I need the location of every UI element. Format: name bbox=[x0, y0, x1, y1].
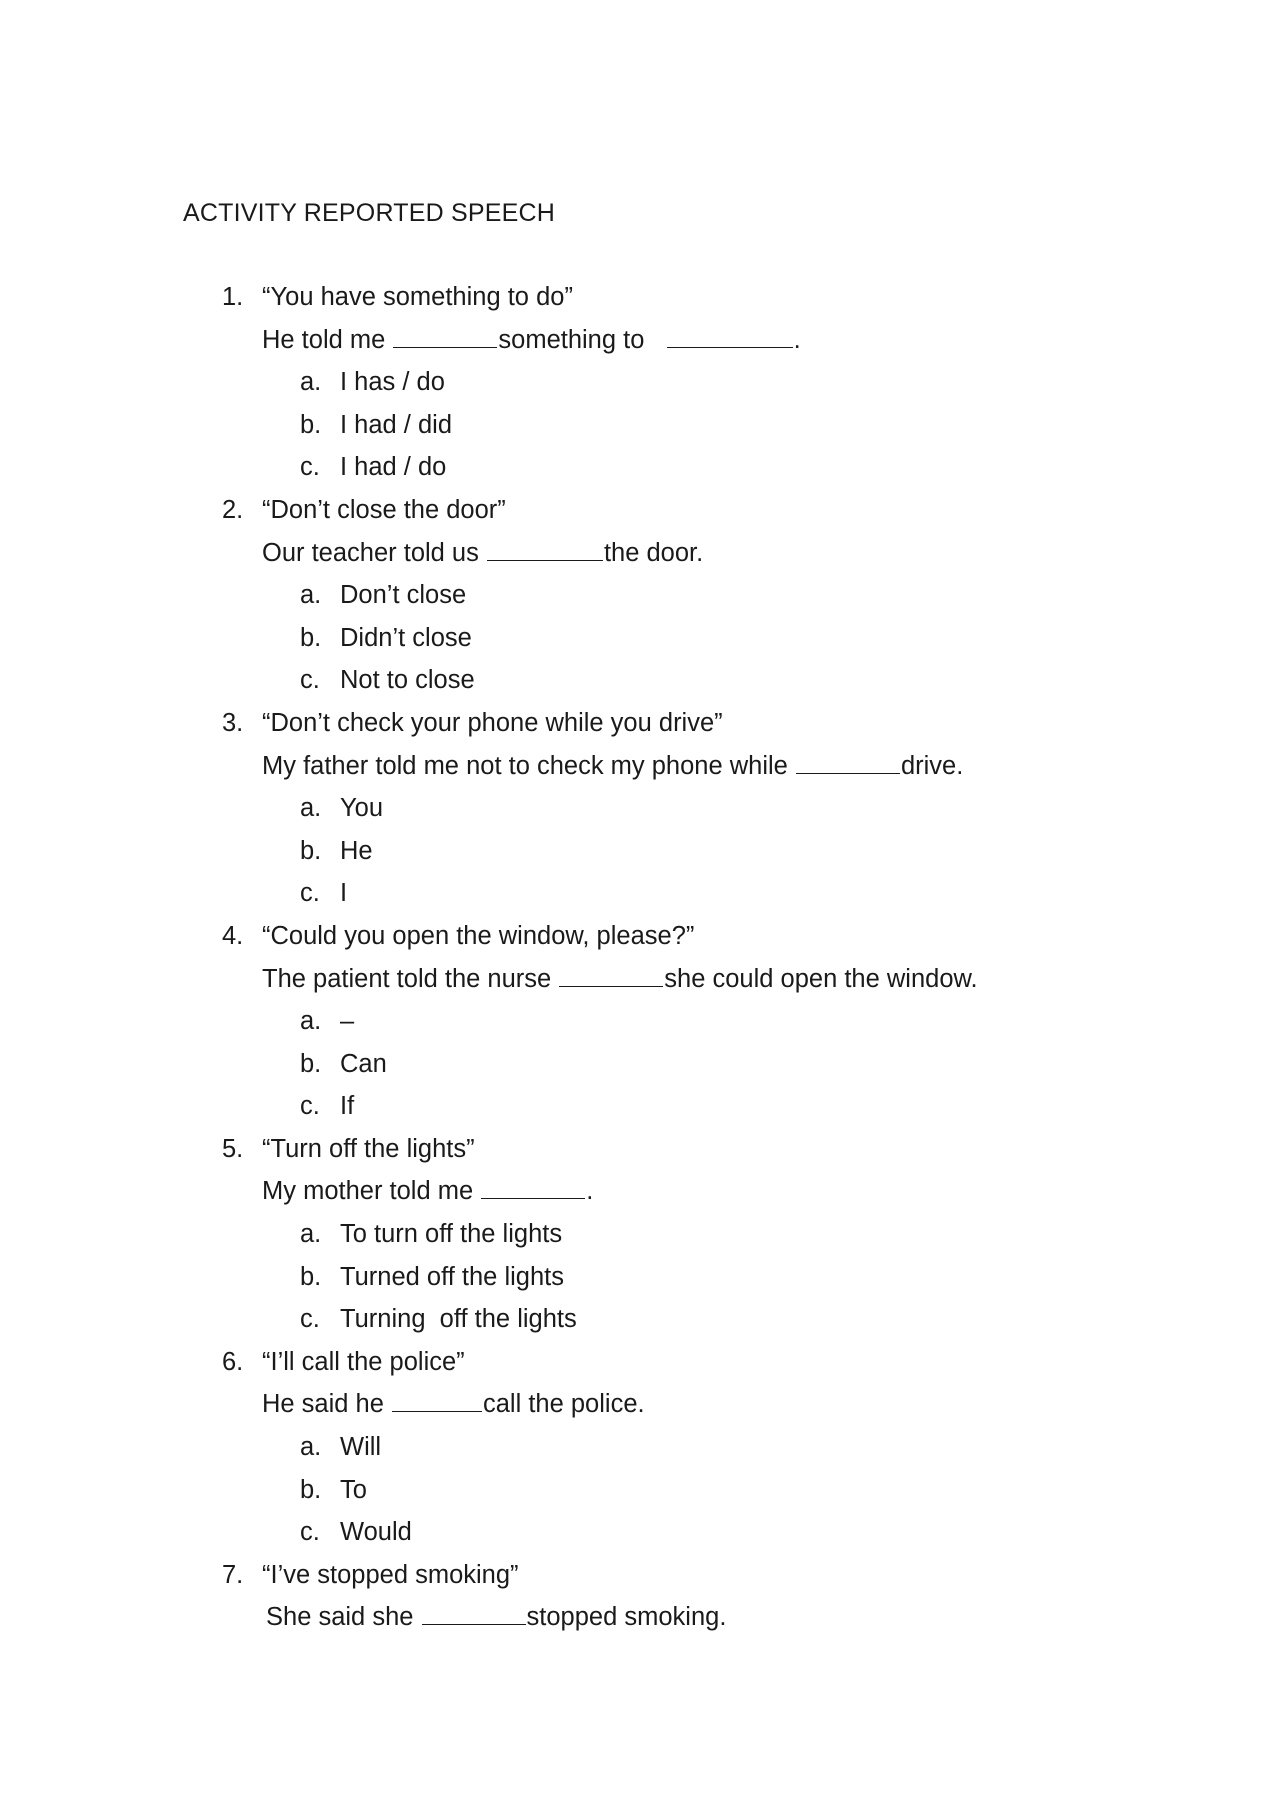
option-text: Not to close bbox=[340, 666, 475, 695]
question-quote: “Don’t check your phone while you drive” bbox=[262, 708, 723, 737]
question-quote: “Turn off the lights” bbox=[262, 1134, 475, 1163]
option-item bbox=[0, 1298, 1280, 1341]
option-text: Turning off the lights bbox=[340, 1305, 577, 1334]
option-letter: a. bbox=[300, 581, 322, 610]
option-letter: a. bbox=[300, 1007, 322, 1036]
option-item bbox=[0, 659, 1280, 702]
option-item bbox=[0, 1469, 1280, 1512]
answer-blank bbox=[422, 1596, 526, 1625]
option-letter: c. bbox=[300, 1518, 320, 1547]
option-item bbox=[0, 446, 1280, 489]
option-item bbox=[0, 1256, 1280, 1299]
option-item bbox=[0, 1511, 1280, 1554]
sentence-part: . bbox=[586, 1177, 594, 1206]
question-quote: “I’ve stopped smoking” bbox=[262, 1560, 519, 1589]
option-letter: a. bbox=[300, 1220, 322, 1249]
sentence-text bbox=[266, 1596, 726, 1639]
option-letter: b. bbox=[300, 1475, 322, 1504]
question-number: 1. bbox=[222, 283, 244, 311]
option-text: If bbox=[340, 1092, 355, 1121]
option-text: I had / do bbox=[340, 453, 447, 482]
question-7-sentence bbox=[0, 1596, 1280, 1639]
option-item bbox=[0, 404, 1280, 447]
question-2-quote-line bbox=[0, 489, 1280, 532]
option-text: Will bbox=[340, 1433, 382, 1462]
answer-blank bbox=[559, 958, 663, 987]
option-item bbox=[0, 1043, 1280, 1086]
option-letter: b. bbox=[300, 1262, 322, 1291]
option-text: Didn’t close bbox=[340, 623, 472, 652]
question-list bbox=[0, 276, 1280, 1639]
question-number: 3. bbox=[222, 708, 244, 737]
question-2-sentence bbox=[0, 532, 1280, 575]
sentence-part: Our teacher told us bbox=[262, 538, 486, 567]
answer-blank bbox=[667, 319, 793, 348]
option-text: To turn off the lights bbox=[340, 1220, 563, 1249]
option-text: Turned off the lights bbox=[340, 1262, 564, 1291]
sentence-part: stopped smoking. bbox=[526, 1603, 727, 1632]
question-3-quote-line bbox=[0, 702, 1280, 745]
sentence-part: . bbox=[793, 325, 801, 354]
sentence-part: drive. bbox=[900, 751, 964, 780]
sentence-text bbox=[262, 532, 703, 575]
sentence-part: call the police. bbox=[483, 1390, 645, 1419]
page-title: ACTIVITY REPORTED SPEECH bbox=[183, 199, 556, 227]
answer-blank bbox=[796, 745, 900, 774]
option-item bbox=[0, 830, 1280, 873]
sentence-part: My father told me not to check my phone while bbox=[262, 751, 795, 780]
option-item bbox=[0, 872, 1280, 915]
option-letter: c. bbox=[300, 453, 320, 482]
sentence-part: the door. bbox=[603, 538, 704, 567]
answer-blank bbox=[392, 1383, 482, 1412]
option-text: I has / do bbox=[340, 368, 445, 397]
sentence-part: The patient told the nurse bbox=[262, 964, 559, 993]
question-3-sentence bbox=[0, 745, 1280, 788]
option-letter: c. bbox=[300, 666, 320, 695]
sentence-part: something to bbox=[498, 325, 652, 354]
question-number: 6. bbox=[222, 1347, 244, 1376]
question-number: 7. bbox=[222, 1560, 244, 1589]
option-item bbox=[0, 361, 1280, 404]
option-letter: b. bbox=[300, 623, 322, 652]
question-7-quote-line bbox=[0, 1554, 1280, 1597]
option-text: He bbox=[340, 836, 373, 865]
answer-blank bbox=[393, 319, 497, 348]
sentence-part: He said he bbox=[262, 1390, 391, 1419]
option-item bbox=[0, 574, 1280, 617]
sentence-part: She said she bbox=[266, 1603, 421, 1632]
option-item bbox=[0, 1000, 1280, 1043]
sentence-text bbox=[262, 319, 801, 362]
option-text: I had / did bbox=[340, 410, 452, 439]
question-number: 2. bbox=[222, 495, 244, 524]
option-letter: a. bbox=[300, 368, 322, 397]
question-quote: “I’ll call the police” bbox=[262, 1347, 465, 1376]
option-letter: a. bbox=[300, 794, 322, 823]
question-quote: “Don’t close the door” bbox=[262, 495, 506, 524]
question-1-quote-line bbox=[0, 276, 1280, 319]
option-item bbox=[0, 1426, 1280, 1469]
question-6-sentence bbox=[0, 1383, 1280, 1426]
sentence-text bbox=[262, 958, 978, 1001]
option-text: – bbox=[340, 1007, 355, 1036]
answer-blank bbox=[487, 532, 603, 561]
question-number: 5. bbox=[222, 1134, 244, 1163]
question-number: 4. bbox=[222, 921, 244, 950]
option-letter: b. bbox=[300, 410, 322, 439]
question-5-quote-line bbox=[0, 1128, 1280, 1171]
option-letter: c. bbox=[300, 879, 320, 908]
sentence-part: My mother told me bbox=[262, 1177, 481, 1206]
option-item bbox=[0, 1085, 1280, 1128]
sentence-text bbox=[262, 1170, 593, 1213]
option-text: You bbox=[340, 794, 384, 823]
question-4-sentence bbox=[0, 958, 1280, 1001]
option-item bbox=[0, 787, 1280, 830]
sentence-part: He told me bbox=[262, 325, 393, 354]
sentence-part: she could open the window. bbox=[664, 964, 978, 993]
option-text: Don’t close bbox=[340, 581, 467, 610]
question-5-sentence bbox=[0, 1170, 1280, 1213]
question-1-sentence bbox=[0, 319, 1280, 362]
option-item bbox=[0, 617, 1280, 660]
option-letter: b. bbox=[300, 1049, 322, 1078]
question-6-quote-line bbox=[0, 1341, 1280, 1384]
option-text: Would bbox=[340, 1518, 412, 1547]
answer-blank bbox=[481, 1170, 585, 1199]
option-letter: a. bbox=[300, 1433, 322, 1462]
question-quote: “You have something to do” bbox=[262, 283, 573, 311]
option-letter: c. bbox=[300, 1092, 320, 1121]
option-text: To bbox=[340, 1475, 367, 1504]
option-item bbox=[0, 1213, 1280, 1256]
option-letter: b. bbox=[300, 836, 322, 865]
option-text: I bbox=[340, 879, 348, 908]
sentence-text bbox=[262, 745, 963, 788]
option-text: Can bbox=[340, 1049, 387, 1078]
question-4-quote-line bbox=[0, 915, 1280, 958]
sentence-text bbox=[262, 1383, 645, 1426]
option-letter: c. bbox=[300, 1305, 320, 1334]
question-quote: “Could you open the window, please?” bbox=[262, 921, 695, 950]
